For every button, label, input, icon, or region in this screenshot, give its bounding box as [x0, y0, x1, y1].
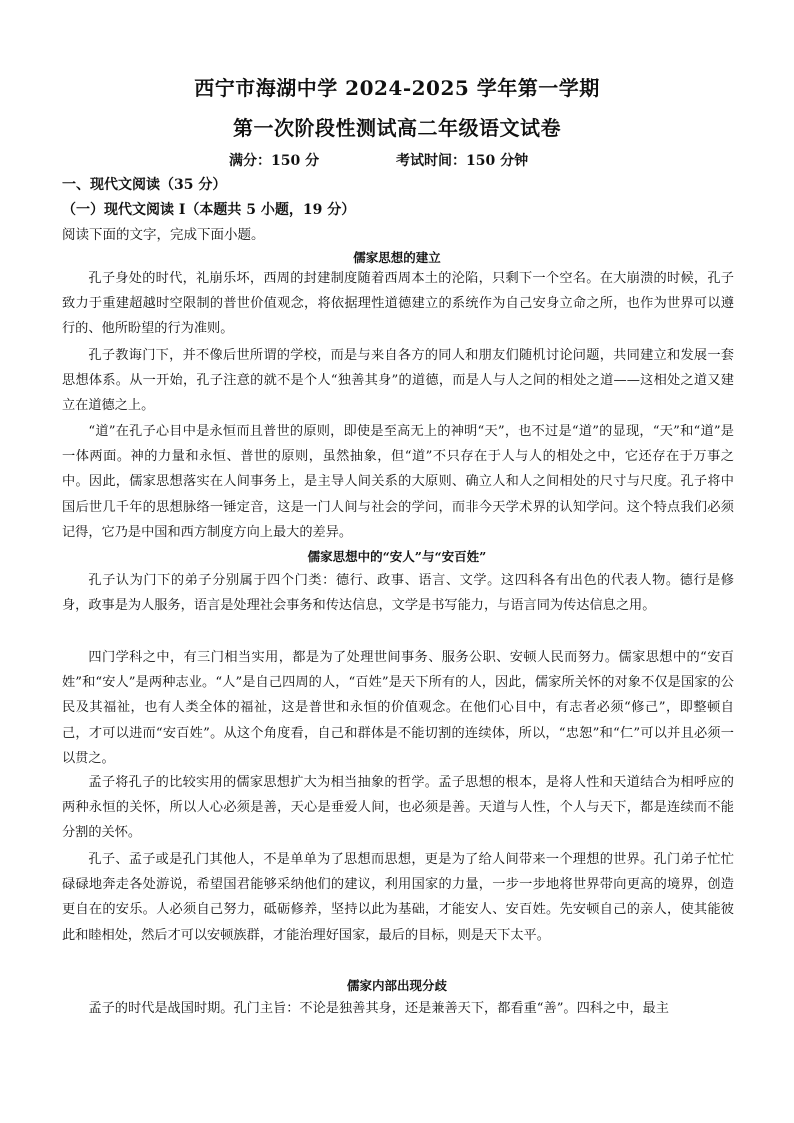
article-part3-title: 儒家内部出现分歧 [346, 978, 447, 993]
exam-title: 西宁市海湖中学 2024-2025 学年第一学期 [194, 76, 600, 100]
article-part2-title: 儒家思想中的“安人”与“安百姓” [307, 549, 487, 564]
article-part1-title: 儒家思想的建立 [353, 250, 441, 265]
article-paragraph: 孔子身处的时代，礼崩乐坏，西周的封建制度随着西周本土的沦陷，只剩下一个空名。在大崩溃的时候，孔子致力于重建超越时空限制的普世价值观念，将依据理性道德建立的系统作为自己安身立命之所，也作为世界可以遵行的、他所盼望的行为准则。 [62, 271, 734, 337]
section-subheading: （一）现代文阅读 I（本题共 5 小题，19 分） [62, 202, 356, 218]
article-paragraph: 孔子教诲门下，并不像后世所谓的学校，而是与来自各方的同人和朋友们随机讨论问题，共同建立和发展一套思想体系。从一开始，孔子注意的就不是个人“独善其身”的道德，而是人与人之间的相处之道——这相处之道又建立在道德之上。 [62, 348, 734, 414]
article-paragraph: 孟子的时代是战国时期。孔门主旨：不论是独善其身，还是兼善天下，都看重“善”。四科之中，最主 [88, 1001, 669, 1016]
section-heading: 一、现代文阅读（35 分） [62, 177, 227, 193]
exam-subtitle: 第一次阶段性测试高二年级语文试卷 [233, 116, 561, 140]
article-paragraph: “道”在孔子心目中是永恒而且普世的原则，即使是至高无上的神明“天”，也不过是“道”的显现，“天”和“道”是一体两面。神的力量和永恒、普世的原则，虽然抽象，但“道”不只存在于人与人的相处之中，它还存在于万事之中。因此，儒家思想落实在人间事务上，是主导人间关系的大原则、确立人和人之间相处的尺寸与尺度。孔子将中国后世几千年的思想脉络一锤定音，这是一门人间与社会的学问，而非今天学术界的认知学问。这个特点我们必须记得，它乃是中国和西方制度方向上最大的差异。 [62, 424, 734, 540]
exam-time: 考试时间：150 分钟 [396, 153, 529, 169]
article-paragraph: 四门学科之中，有三门相当实用，都是为了处理世间事务、服务公职、安顿人民而努力。儒家思想中的“安百姓”和“安人”是两种志业。“人”是自己四周的人，“百姓”是天下所有的人，因此，儒家所关怀的对象不仅是国家的公民及其福祉，也有人类全体的福祉，这是普世和永恒的价值观念。在他们心目中，有志者必须“修己”，即整顿自己，才可以进而“安百姓”。从这个角度看，自己和群体是不能切割的连续体，所以，“忠恕”和“仁”可以并且必须一以贯之。 [62, 650, 734, 766]
reading-instruction: 阅读下面的文字，完成下面小题。 [62, 227, 265, 243]
article-paragraph: 孔子、孟子或是孔门其他人，不是单单为了思想而思想，更是为了给人间带来一个理想的世界。孔门弟子忙忙碌碌地奔走各处游说，希望国君能够采纳他们的建议，利用国家的力量，一步一步地将世界带向更高的境界，创造更自在的安乐。人必须自己努力，砥砺修养，坚持以此为基础，才能安人、安百姓。先安顿自己的亲人，使其能彼此和睦相处，然后才可以安顿族群，才能治理好国家，最后的目标，则是天下太平。 [62, 852, 734, 943]
article-paragraph: 孔子认为门下的弟子分别属于四个门类：德行、政事、语言、文学。这四科各有出色的代表人物。德行是修身，政事是为人服务，语言是处理社会事务和传达信息，文学是书写能力，与语言同为传达信息之用。 [62, 573, 734, 614]
full-score: 满分：150 分 [229, 153, 320, 169]
article-paragraph: 孟子将孔子的比较实用的儒家思想扩大为相当抽象的哲学。孟子思想的根本，是将人性和天道结合为相呼应的两种永恒的关怀，所以人心必须是善，天心是垂爱人间，也必须是善。天道与人性，个人与天下，都是连续而不能分割的关怀。 [62, 775, 734, 841]
